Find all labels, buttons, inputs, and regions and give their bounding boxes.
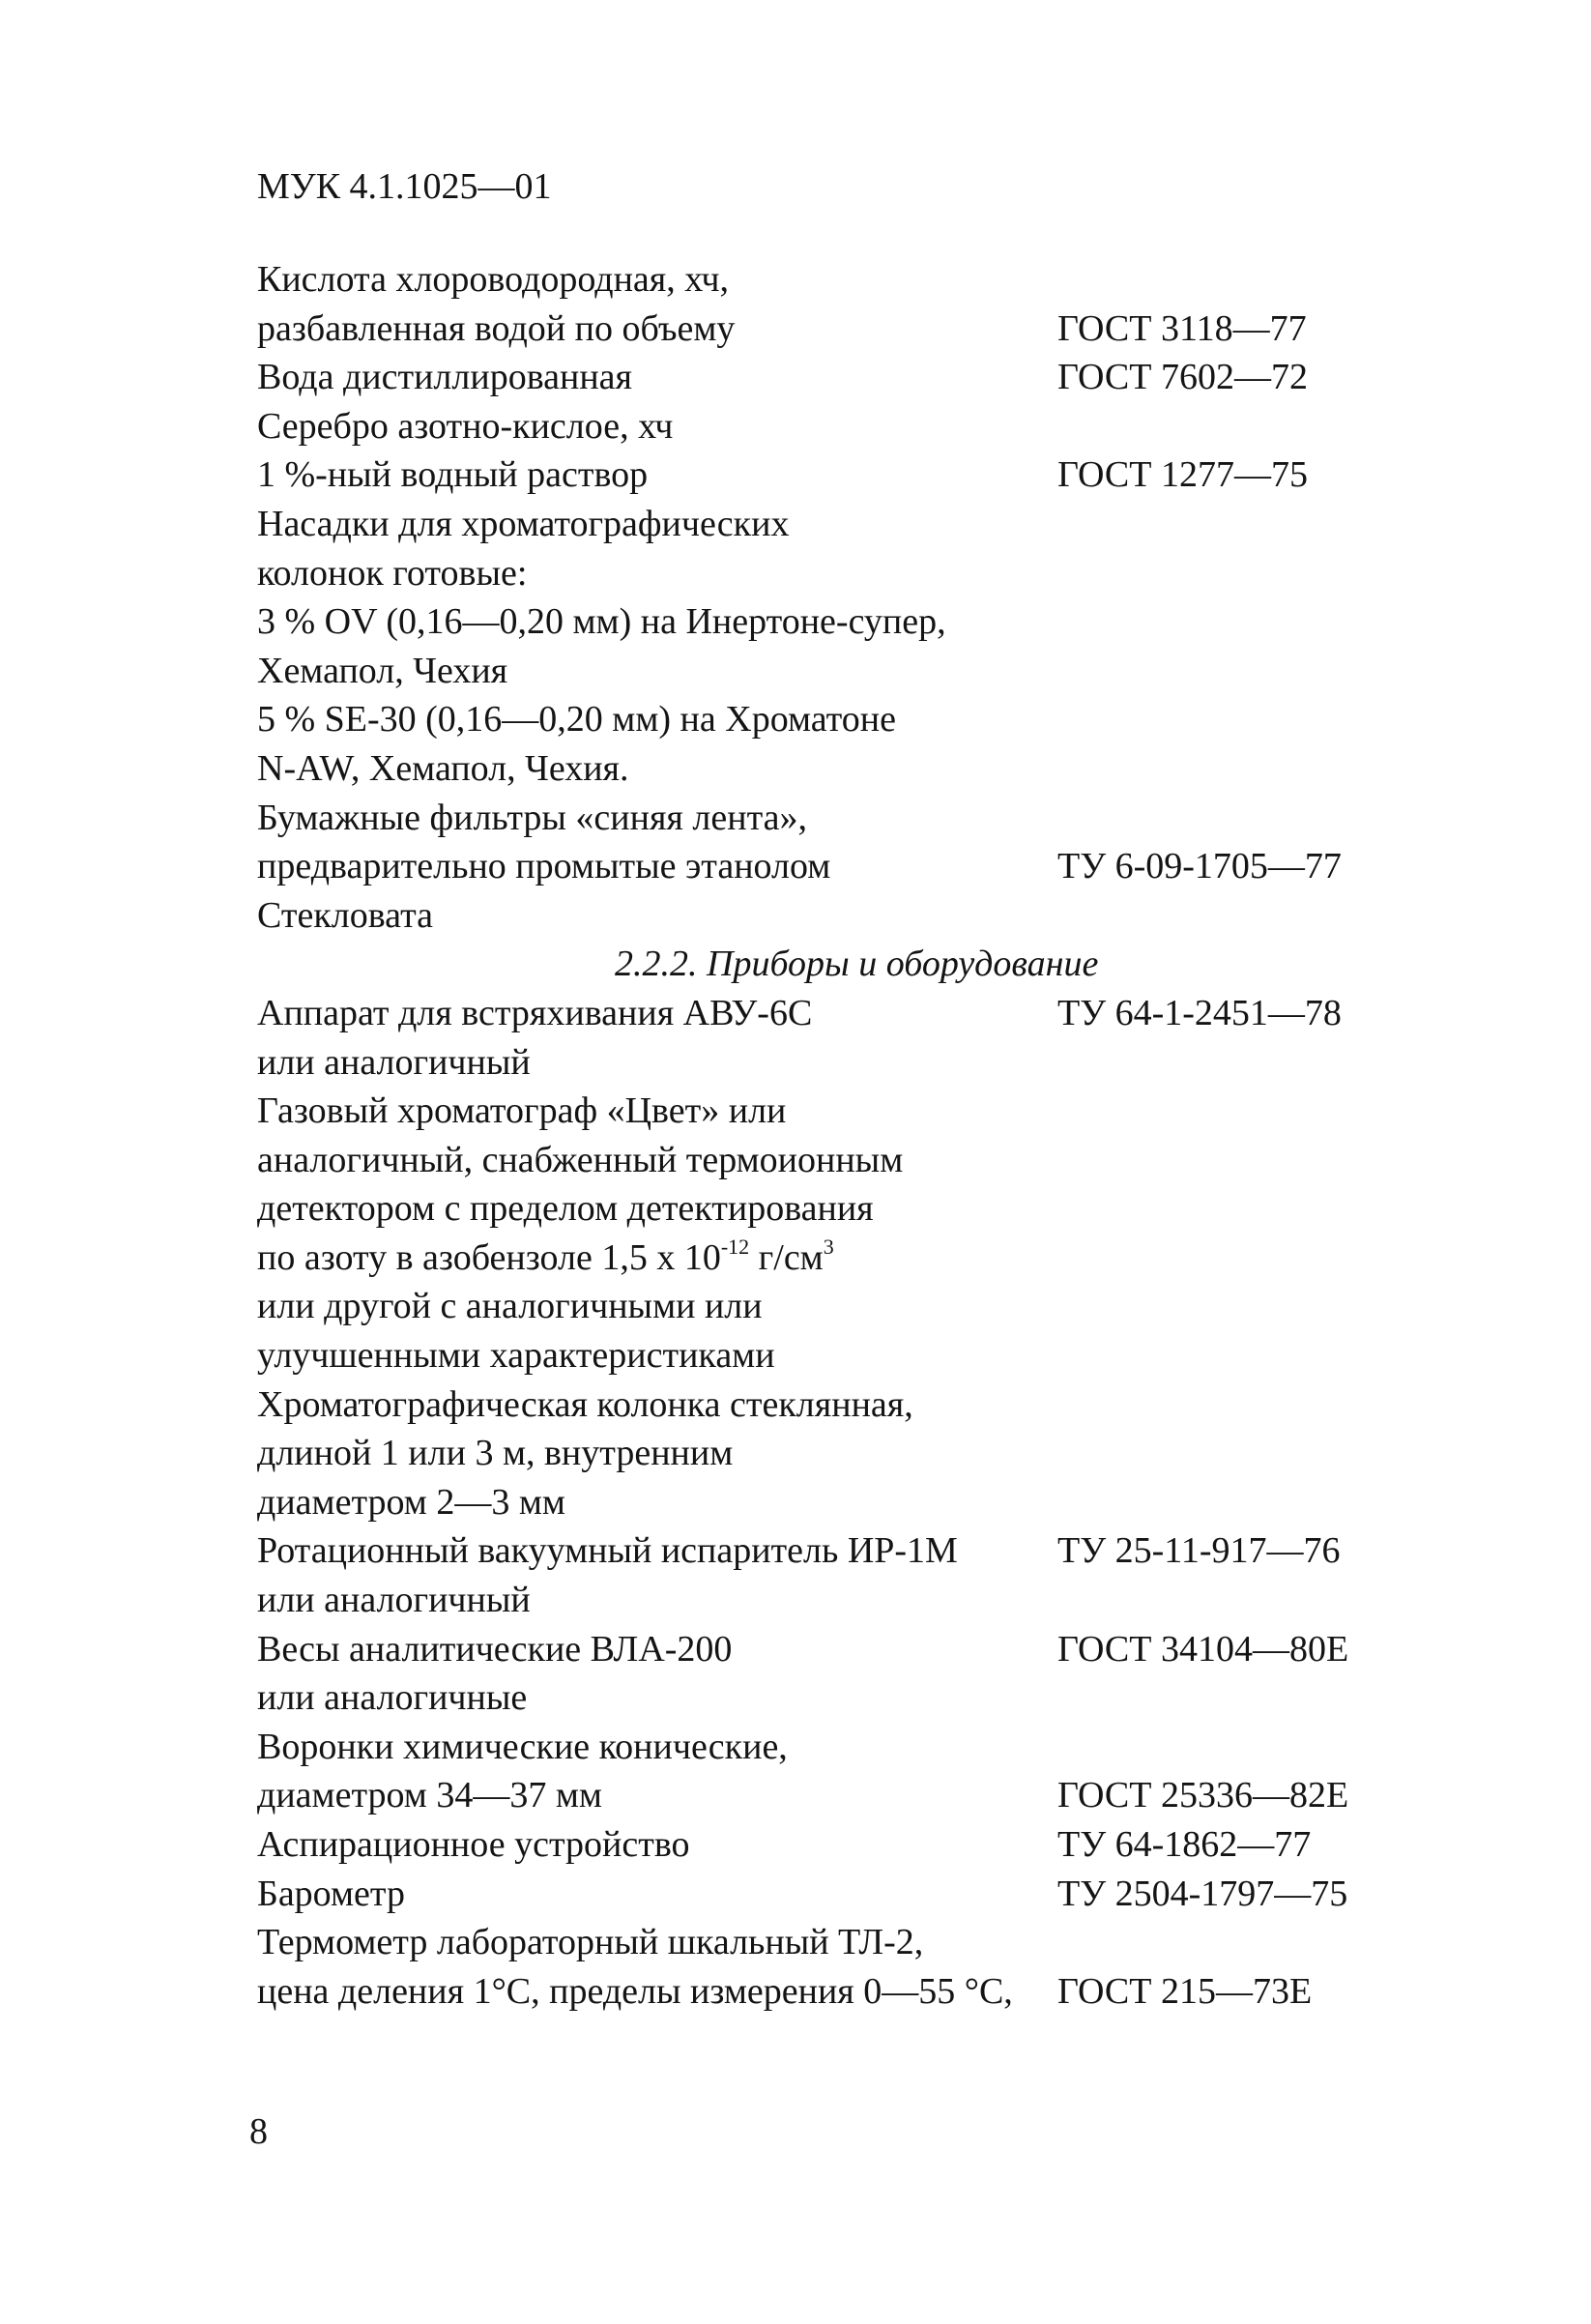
item-text: диаметром 34—37 мм bbox=[257, 1775, 602, 1816]
item-standard: ГОСТ 1277—75 bbox=[1057, 454, 1308, 496]
item-text: или другой с аналогичными или bbox=[257, 1286, 763, 1327]
list-item bbox=[257, 597, 1417, 647]
list-item bbox=[257, 1282, 1417, 1331]
materials-list bbox=[257, 255, 1417, 2016]
item-text: Хроматографическая колонка стеклянная, bbox=[257, 1383, 913, 1425]
list-item bbox=[257, 1038, 1417, 1088]
item-standard: ГОСТ 215—73Е bbox=[1057, 1970, 1313, 2012]
list-item bbox=[257, 500, 1417, 549]
item-text: Аппарат для встряхивания АВУ-6С bbox=[257, 992, 813, 1033]
item-text: Стекловата bbox=[257, 894, 434, 936]
list-item bbox=[257, 450, 1417, 500]
item-standard: ТУ 64-1862—77 bbox=[1057, 1824, 1312, 1865]
item-text: Весы аналитические ВЛА-200 bbox=[257, 1628, 733, 1670]
item-standard: ГОСТ 25336—82Е bbox=[1057, 1775, 1349, 1816]
item-text: или аналогичный bbox=[257, 1041, 531, 1083]
item-standard: ГОСТ 7602—72 bbox=[1057, 357, 1308, 398]
item-text: или аналогичные bbox=[257, 1677, 528, 1719]
item-text: или аналогичный bbox=[257, 1580, 531, 1621]
item-text: Серебро азотно-кислое, хч bbox=[257, 405, 674, 447]
item-text: аналогичный, снабженный термоионным bbox=[257, 1139, 904, 1180]
list-item bbox=[257, 1429, 1417, 1478]
item-text: длиной 1 или 3 м, внутренним bbox=[257, 1433, 734, 1474]
item-standard: ТУ 6-09-1705—77 bbox=[1057, 846, 1342, 887]
item-text: Бумажные фильтры «синяя лента», bbox=[257, 797, 808, 838]
item-text-with-superscript bbox=[257, 1234, 834, 1282]
item-text: N-AW, Хемапол, Чехия. bbox=[257, 747, 629, 789]
list-item bbox=[257, 1723, 1417, 1772]
item-text: Барометр bbox=[257, 1873, 405, 1914]
list-item bbox=[257, 1087, 1417, 1136]
item-text: разбавленная водой по объему bbox=[257, 307, 736, 349]
list-item bbox=[257, 255, 1417, 305]
document-code: МУК 4.1.1025—01 bbox=[257, 166, 552, 207]
section-heading-row bbox=[257, 940, 1417, 989]
list-item bbox=[257, 1625, 1417, 1674]
item-standard: ГОСТ 34104—80Е bbox=[1057, 1628, 1349, 1670]
list-item bbox=[257, 1918, 1417, 1967]
item-text: Кислота хлороводородная, хч, bbox=[257, 259, 729, 300]
page-number: 8 bbox=[249, 2111, 268, 2152]
item-text: 3 % OV (0,16—0,20 мм) на Инертоне-супер, bbox=[257, 601, 946, 643]
item-text: Насадки для хроматографических bbox=[257, 503, 790, 544]
list-item bbox=[257, 1380, 1417, 1430]
list-item bbox=[257, 1771, 1417, 1820]
item-standard: ТУ 64-1-2451—78 bbox=[1057, 992, 1342, 1033]
list-item bbox=[257, 1673, 1417, 1723]
list-item bbox=[257, 647, 1417, 696]
item-text: диаметром 2—3 мм bbox=[257, 1481, 565, 1523]
item-text: 1 %-ный водный раствор bbox=[257, 454, 649, 496]
exponent: 3 bbox=[823, 1235, 834, 1260]
item-standard: ТУ 25-11-917—76 bbox=[1057, 1530, 1341, 1572]
list-item bbox=[257, 549, 1417, 598]
list-item bbox=[257, 1331, 1417, 1380]
list-item bbox=[257, 794, 1417, 843]
list-item bbox=[257, 744, 1417, 794]
list-item bbox=[257, 989, 1417, 1038]
item-text: цена деления 1°С, пределы измерения 0—55 °С, bbox=[257, 1970, 1013, 2012]
list-item bbox=[257, 1576, 1417, 1625]
item-text-unit: г/см bbox=[749, 1236, 824, 1278]
item-text: Термометр лабораторный шкальный ТЛ-2, bbox=[257, 1922, 924, 1963]
item-text: Вода дистиллированная bbox=[257, 357, 633, 398]
list-item bbox=[257, 1478, 1417, 1527]
list-item bbox=[257, 891, 1417, 941]
section-heading: 2.2.2. Приборы и оборудование bbox=[615, 944, 1099, 985]
list-item bbox=[257, 1136, 1417, 1185]
list-item bbox=[257, 402, 1417, 451]
item-text: Ротационный вакуумный испаритель ИР-1М bbox=[257, 1530, 958, 1572]
item-text: Воронки химические конические, bbox=[257, 1726, 788, 1767]
list-item bbox=[257, 1870, 1417, 1919]
list-item bbox=[257, 1184, 1417, 1234]
item-standard: ТУ 2504-1797—75 bbox=[1057, 1873, 1348, 1914]
list-item bbox=[257, 1526, 1417, 1576]
item-text: Аспирационное устройство bbox=[257, 1824, 690, 1865]
item-text: Газовый хроматограф «Цвет» или bbox=[257, 1090, 787, 1132]
list-item bbox=[257, 305, 1417, 354]
list-item bbox=[257, 842, 1417, 891]
item-text: предварительно промытые этанолом bbox=[257, 846, 831, 887]
item-standard: ГОСТ 3118—77 bbox=[1057, 307, 1307, 349]
item-text: улучшенными характеристиками bbox=[257, 1335, 775, 1377]
item-text: Хемапол, Чехия bbox=[257, 650, 508, 691]
item-text: детектором с пределом детектирования bbox=[257, 1188, 874, 1230]
list-item bbox=[257, 695, 1417, 744]
item-text: 5 % SE-30 (0,16—0,20 мм) на Хроматоне bbox=[257, 699, 896, 741]
list-item bbox=[257, 1967, 1417, 2017]
list-item bbox=[257, 1820, 1417, 1870]
list-item bbox=[257, 353, 1417, 402]
list-item bbox=[257, 1234, 1417, 1283]
item-text: по азоту в азобензоле 1,5 х 10 bbox=[257, 1236, 721, 1278]
item-text: колонок готовые: bbox=[257, 552, 528, 594]
exponent: -12 bbox=[720, 1235, 750, 1260]
